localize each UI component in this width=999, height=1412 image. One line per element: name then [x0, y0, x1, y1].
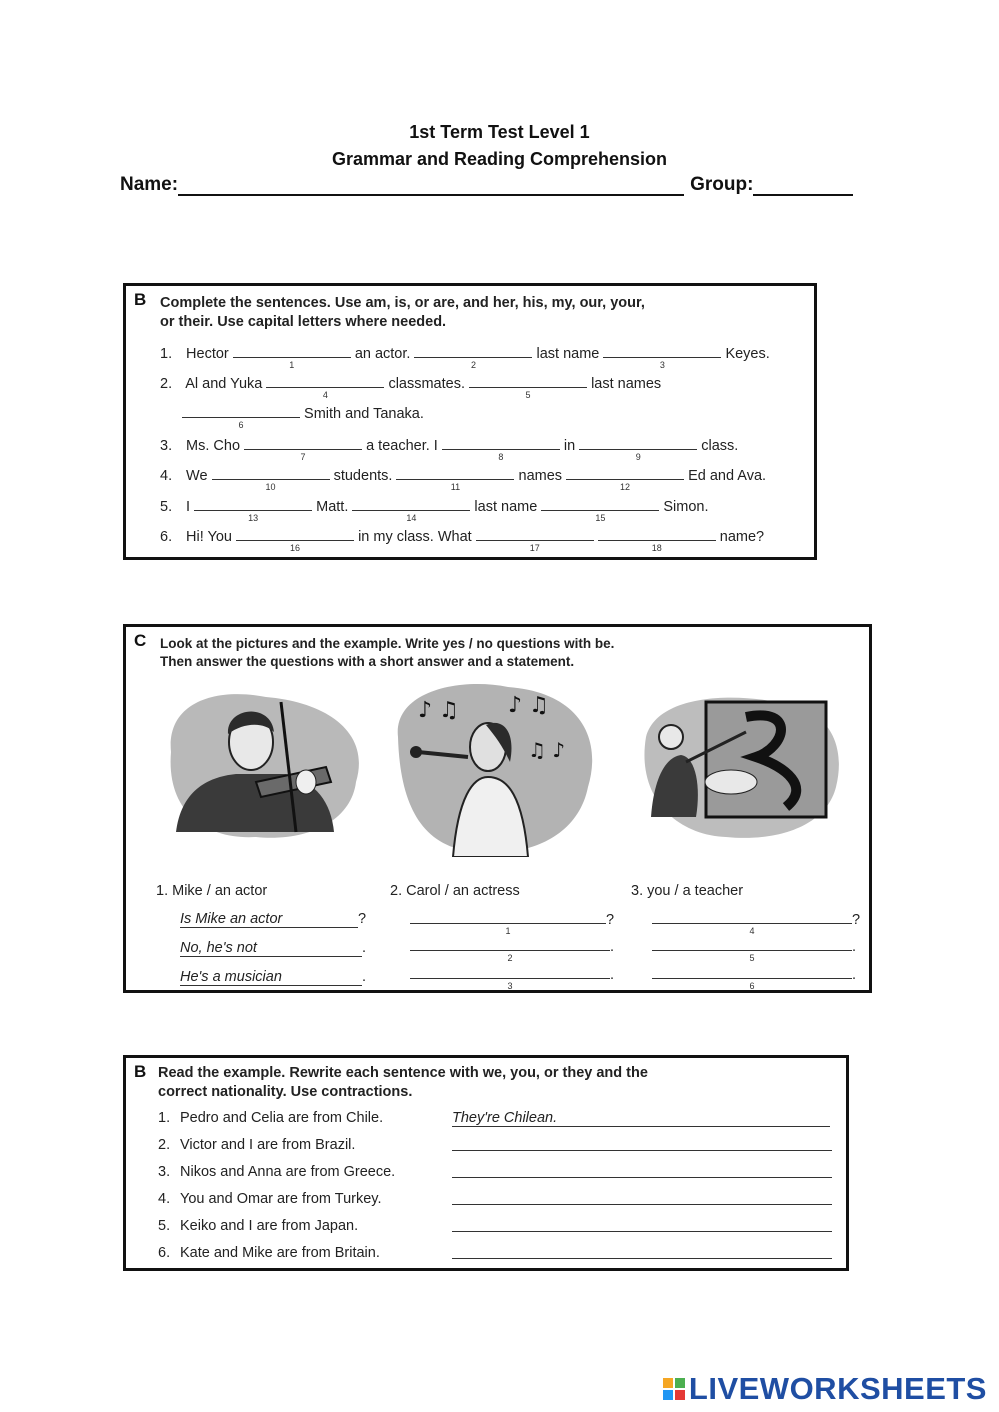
sentence-text: an actor.: [354, 346, 411, 362]
blank-number: 3: [659, 360, 665, 370]
answer-blank[interactable]: [452, 1164, 832, 1178]
answer-blank-6[interactable]: [652, 965, 852, 991]
page-title: 1st Term Test Level 1: [409, 122, 590, 142]
instructions-line-2: or their. Use capital letters where needed.: [160, 314, 447, 330]
question-mark: ?: [358, 911, 367, 927]
sentence-text: last names: [591, 376, 662, 392]
sentence-text: Ed and Ava.: [688, 468, 767, 484]
blank-number: 12: [620, 482, 631, 492]
sentence-4: [160, 466, 767, 492]
instructions: [160, 635, 614, 671]
section-letter: C: [134, 631, 147, 650]
answer-line-4: [452, 1191, 832, 1209]
blank-6[interactable]: [182, 404, 300, 430]
name-label: Name:: [120, 174, 179, 195]
exercise-c-yes-no-questions: [123, 624, 872, 993]
answer-blank-3[interactable]: [410, 965, 610, 991]
item-number: 6.: [160, 529, 173, 545]
blank-number: 14: [406, 513, 417, 523]
nationality-item-5: [158, 1218, 358, 1234]
answer-blank-4[interactable]: [652, 910, 852, 936]
item-number: 3.: [158, 1164, 171, 1180]
blank-number: 10: [265, 482, 276, 492]
answer-blank-5[interactable]: [652, 937, 852, 963]
blank-number: 5: [525, 390, 531, 400]
blank-number: 11: [450, 482, 461, 492]
answer-line-4: [652, 910, 861, 936]
item-text: You and Omar are from Turkey.: [180, 1191, 382, 1207]
blank-number: 7: [300, 452, 306, 462]
svg-text:♫ ♪: ♫ ♪: [528, 738, 566, 762]
blank-1[interactable]: [233, 344, 351, 370]
answer-line-6: [452, 1245, 832, 1263]
blank-number: 6: [238, 420, 244, 430]
answer-line-3: [452, 1164, 832, 1182]
example-answer: They're Chilean.: [452, 1110, 830, 1127]
blank-number: 4: [322, 390, 328, 400]
answer-line-5: [452, 1218, 832, 1236]
item-text: Kate and Mike are from Britain.: [180, 1245, 380, 1261]
blank-14[interactable]: [352, 497, 470, 523]
sentence-3: [160, 436, 739, 462]
sentence-text: Hector: [186, 346, 229, 362]
blank-9[interactable]: [579, 436, 697, 462]
painter-image: [636, 687, 846, 872]
period: .: [362, 969, 367, 985]
instructions-line-1: Look at the pictures and the example. Write yes / no questions with be.: [160, 636, 615, 651]
blank-number: 17: [529, 543, 540, 553]
name-field[interactable]: [178, 174, 684, 196]
item-number: 6.: [158, 1245, 171, 1261]
section-letter: B: [134, 290, 147, 309]
group-label: Group:: [690, 174, 754, 195]
example-statement-line: [180, 969, 366, 986]
blank-number: 15: [595, 513, 606, 523]
item-number: 1.: [160, 346, 173, 362]
period: .: [852, 939, 857, 955]
sentence-text: a teacher. I: [366, 438, 438, 454]
item-number: 1.: [158, 1110, 171, 1126]
blank-number: 2: [507, 953, 513, 963]
answer-blank[interactable]: [452, 1218, 832, 1232]
nationality-item-6: [158, 1245, 380, 1261]
instructions: [158, 1064, 648, 1102]
blank-number: 16: [290, 543, 301, 553]
blank-number: 1: [505, 926, 511, 936]
answer-blank[interactable]: [452, 1245, 832, 1259]
sentence-text: Matt.: [316, 499, 349, 515]
item-number: 5.: [160, 499, 173, 515]
instructions: [160, 294, 645, 332]
period: .: [362, 940, 367, 956]
blank-18[interactable]: [598, 527, 716, 553]
sentence-text: last name: [474, 499, 538, 515]
question-mark: ?: [852, 912, 861, 928]
sentence-text: name?: [719, 529, 765, 545]
item-number: 2.: [160, 376, 173, 392]
period: .: [852, 967, 857, 983]
period: .: [610, 939, 615, 955]
blank-number: 3: [507, 981, 513, 991]
nationality-example-answer-line: [452, 1110, 830, 1127]
brand-name: LIVEWORKSHEETS: [688, 1371, 987, 1406]
blank-number: 6: [749, 981, 755, 991]
musician-violin-image: [156, 682, 366, 867]
blank-12[interactable]: [566, 466, 684, 492]
nationality-item-1: [158, 1110, 383, 1126]
blank-13[interactable]: [194, 497, 312, 523]
instructions-line-2: correct nationality. Use contractions.: [158, 1084, 413, 1100]
liveworksheets-logo-icon: [663, 1378, 685, 1400]
blank-17[interactable]: [476, 527, 594, 553]
example-short-answer: No, he's not: [180, 940, 362, 957]
example-short-answer-line: [180, 940, 366, 957]
sentence-text: Ms. Cho: [186, 438, 241, 454]
blank-number: 2: [470, 360, 476, 370]
answer-blank-1[interactable]: [410, 910, 606, 936]
period: .: [610, 967, 615, 983]
group-field[interactable]: [753, 174, 853, 196]
item-text: Nikos and Anna are from Greece.: [180, 1164, 396, 1180]
instructions-line-1: Read the example. Rewrite each sentence with we, you, or they and the: [158, 1065, 648, 1081]
prompt-3: 3. you / a teacher: [631, 883, 744, 899]
answer-blank[interactable]: [452, 1137, 832, 1151]
sentence-text: Hi! You: [186, 529, 232, 545]
sentence-1: [160, 344, 770, 370]
blank-8[interactable]: [442, 436, 560, 462]
answer-line-3: [410, 965, 615, 991]
item-number: 5.: [158, 1218, 171, 1234]
blank-3[interactable]: [603, 344, 721, 370]
blank-16[interactable]: [236, 527, 354, 553]
instructions-line-2: Then answer the questions with a short answer and a statement.: [160, 654, 575, 669]
example-statement: He's a musician: [180, 969, 362, 986]
blank-11[interactable]: [396, 466, 514, 492]
nationality-item-2: [158, 1137, 355, 1153]
item-text: Pedro and Celia are from Chile.: [180, 1110, 384, 1126]
answer-blank-2[interactable]: [410, 937, 610, 963]
blank-number: 8: [498, 452, 504, 462]
nationality-item-3: [158, 1164, 395, 1180]
sentence-2-continued: [182, 404, 424, 430]
exercise-b-complete-sentences: [123, 283, 817, 560]
blank-number: 4: [749, 926, 755, 936]
sentence-6: [160, 527, 765, 553]
blank-4[interactable]: [266, 374, 384, 400]
answer-line-2: [452, 1137, 832, 1155]
sentence-2: [160, 374, 662, 400]
blank-5[interactable]: [469, 374, 587, 400]
sentence-text: Al and Yuka: [185, 376, 263, 392]
answer-line-6: [652, 965, 857, 991]
blank-2[interactable]: [414, 344, 532, 370]
sentence-text: last name: [536, 346, 600, 362]
page-subtitle: Grammar and Reading Comprehension: [331, 149, 668, 169]
blank-number: 18: [651, 543, 662, 553]
instructions-line-1: Complete the sentences. Use am, is, or are, and her, his, my, our, your,: [160, 295, 645, 311]
exercise-b-nationalities: [123, 1055, 849, 1271]
singer-image: [388, 677, 598, 862]
sentence-text: Keyes.: [725, 346, 770, 362]
question-mark: ?: [606, 912, 615, 928]
sentence-text: class.: [701, 438, 739, 454]
answer-line-5: [652, 937, 857, 963]
blank-number: 13: [248, 513, 259, 523]
example-question-line: [180, 911, 366, 928]
sentence-5: [160, 497, 709, 523]
sentence-text: in my class. What: [358, 529, 472, 545]
blank-number: 5: [749, 953, 755, 963]
item-number: 4.: [158, 1191, 171, 1207]
sentence-text: in: [563, 438, 576, 454]
sentence-text: Simon.: [663, 499, 709, 515]
sentence-text: I: [186, 499, 191, 515]
item-number: 3.: [160, 438, 173, 454]
blank-15[interactable]: [541, 497, 659, 523]
name-group-line: [120, 174, 860, 196]
blank-number: 1: [289, 360, 295, 370]
item-text: Victor and I are from Brazil.: [180, 1137, 356, 1153]
sentence-text: names: [518, 468, 563, 484]
blank-number: 9: [635, 452, 641, 462]
nationality-item-4: [158, 1191, 381, 1207]
liveworksheets-logo[interactable]: [663, 1371, 987, 1407]
example-question: Is Mike an actor: [180, 911, 358, 928]
prompt-1: 1. Mike / an actor: [156, 883, 268, 899]
item-number: 4.: [160, 468, 173, 484]
blank-10[interactable]: [212, 466, 330, 492]
sentence-text: Smith and Tanaka.: [304, 406, 424, 422]
svg-text:♪ ♫: ♪ ♫: [418, 698, 459, 723]
blank-7[interactable]: [244, 436, 362, 462]
sentence-text: students.: [333, 468, 393, 484]
section-letter: B: [134, 1062, 147, 1081]
sentence-text: classmates.: [388, 376, 465, 392]
item-number: 2.: [158, 1137, 171, 1153]
answer-line-2: [410, 937, 615, 963]
item-text: Keiko and I are from Japan.: [180, 1218, 359, 1234]
svg-text:♪ ♫: ♪ ♫: [508, 693, 549, 718]
sentence-text: We: [186, 468, 208, 484]
answer-blank[interactable]: [452, 1191, 832, 1205]
prompt-2: 2. Carol / an actress: [390, 883, 520, 899]
answer-line-1: [410, 910, 615, 936]
